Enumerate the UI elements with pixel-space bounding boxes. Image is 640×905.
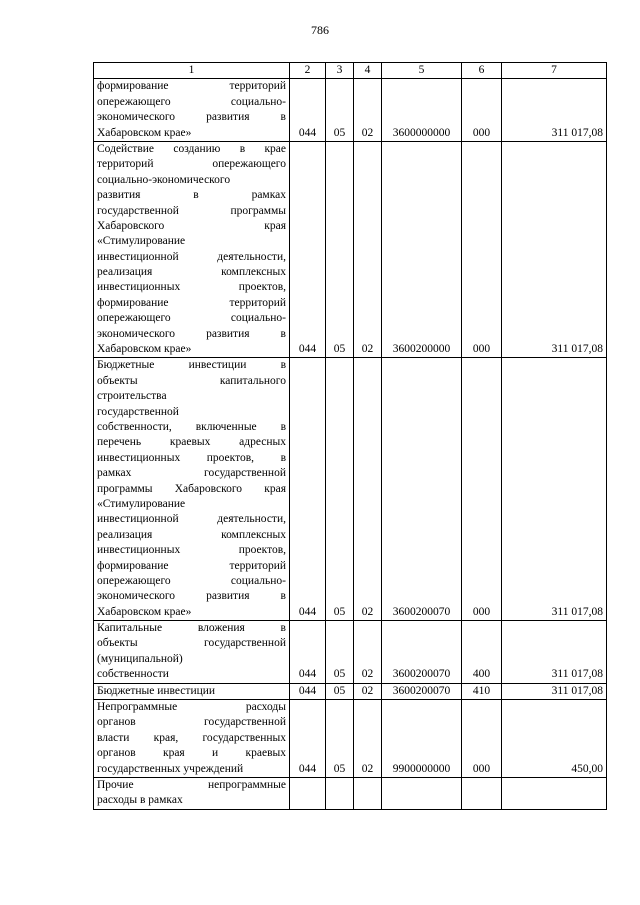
description-line [97,621,286,636]
word: рамках [97,467,132,480]
cell-c3: 05 [326,79,354,142]
description-line [97,528,286,543]
word: в [280,451,286,464]
description-line [97,157,286,172]
table-row [94,621,607,684]
word: формирование [97,80,169,93]
cell-c5: 3600000000 [382,79,462,142]
cell-c2: 044 [290,79,326,142]
word: государственной [204,467,286,480]
table-row [94,700,607,778]
cell-c5: 3600200000 [382,141,462,357]
word: территорий [229,559,286,572]
description-line [97,188,286,203]
description-line: строительства [97,390,167,403]
description-line [97,543,286,558]
cell-c2 [290,778,326,810]
description-line [97,95,286,110]
cell-c7: 311 017,08 [502,683,607,699]
word: реализация [97,266,153,279]
word: инвестиционных [97,451,181,464]
cell-c3: 05 [326,683,354,699]
description-line [97,700,286,715]
word: в [280,111,286,124]
word: органов [97,716,136,729]
word: края [264,219,286,232]
cell-c2: 044 [290,621,326,684]
header-cell: 1 [94,63,290,79]
word: реализация [97,528,153,541]
table-row [94,683,607,699]
description-line: Хабаровском крае» [97,126,192,139]
word: государственной [204,637,286,650]
description-line [97,559,286,574]
description-line [97,296,286,311]
description-line [97,110,286,125]
cell-c5: 9900000000 [382,700,462,778]
word: государственной [97,204,179,217]
word: социально- [230,95,286,108]
word: государственной [204,716,286,729]
word: власти [97,731,130,744]
word: в [280,421,286,433]
word: территорий [229,296,286,309]
description-line: «Стимулирование [97,497,186,510]
description-cell [94,778,290,810]
word: Капитальные [97,622,163,635]
description-cell [94,621,290,684]
cell-c5: 3600200070 [382,358,462,621]
word: Прочие [97,779,134,791]
cell-c3: 05 [326,141,354,357]
word: Бюджетные [97,359,155,372]
description-line: «Стимулирование [97,235,186,248]
cell-c4 [354,778,382,810]
word: инвестиционных [97,281,181,294]
description-line [97,715,286,730]
word: программы [230,204,286,217]
word: созданию [173,142,221,155]
description-line: государственных учреждений [97,762,244,775]
table-header-row [94,63,607,79]
word: Хабаровского [174,482,243,495]
header-cell: 6 [462,63,502,79]
description-line: Хабаровском крае» [97,343,192,356]
word: опережающего [97,574,171,587]
cell-c5 [382,778,462,810]
word: непрограммные [207,779,286,791]
word: программы [97,482,153,495]
word: экономического [97,111,176,124]
word: проектов, [238,544,286,557]
cell-c7: 311 017,08 [502,358,607,621]
description-line [97,636,286,651]
word: включенные [195,421,257,433]
cell-c4: 02 [354,79,382,142]
word: развития [206,327,250,340]
cell-c3 [326,778,354,810]
cell-c7 [502,778,607,810]
cell-c4: 02 [354,358,382,621]
description-line [97,731,286,746]
word: в [193,189,199,202]
description-line: собственности [97,668,169,681]
table-row [94,141,607,357]
description-line [97,327,286,342]
description-cell [94,683,290,699]
cell-c6: 410 [462,683,502,699]
word: расходы [245,701,286,714]
cell-c5: 3600200070 [382,621,462,684]
table-row [94,358,607,621]
word: края, [153,731,179,744]
word: перечень [97,436,142,449]
page-number: 786 [311,23,329,37]
cell-c6: 000 [462,700,502,778]
word: органов [97,747,136,760]
word: капитального [219,374,286,387]
word: деятельности, [217,250,286,263]
word: в [280,359,286,372]
table-row [94,778,607,810]
cell-c7: 450,00 [502,700,607,778]
word: края [264,482,286,495]
word: объекты [97,637,138,650]
word: комплексных [221,528,286,541]
description-line [97,358,286,373]
word: краевых [245,747,286,760]
cell-c3: 05 [326,621,354,684]
word: территорий [97,158,154,171]
word: опережающего [97,312,171,325]
header-cell: 3 [326,63,354,79]
description-line [97,204,286,219]
description-line: государственной [97,405,179,418]
word: крае [264,142,286,155]
description-line [97,250,286,265]
word: территорий [229,80,286,93]
word: инвестиционных [97,544,181,557]
word: инвестиции [188,359,247,372]
word: объекты [97,374,138,387]
word: адресных [239,436,286,449]
word: деятельности, [217,513,286,526]
cell-c7: 311 017,08 [502,79,607,142]
cell-c2: 044 [290,141,326,357]
word: экономического [97,327,176,340]
word: инвестиционной [97,250,179,263]
cell-c6: 000 [462,79,502,142]
cell-c7: 311 017,08 [502,621,607,684]
word: рамках [251,189,286,202]
description-line: Бюджетные инвестиции [97,684,216,697]
table-row [94,79,607,142]
description-line [97,142,286,157]
description-line [97,746,286,761]
cell-c7: 311 017,08 [502,141,607,357]
header-cell: 2 [290,63,326,79]
description-line [97,420,286,435]
word: формирование [97,559,169,572]
description-line [97,311,286,326]
word: в [239,142,246,155]
word: развития [97,189,141,202]
budget-table [93,62,607,810]
word: опережающего [97,95,171,108]
header-cell: 5 [382,63,462,79]
cell-c2: 044 [290,700,326,778]
cell-c6 [462,778,502,810]
word: вложения [197,622,245,635]
description-cell [94,358,290,621]
description-line [97,466,286,481]
cell-c2: 044 [290,358,326,621]
cell-c6: 000 [462,141,502,357]
word: социально- [230,312,286,325]
description-line: расходы в рамках [97,794,183,807]
word: проектов, [238,281,286,294]
word: государственных [202,731,286,744]
word: и [212,747,219,760]
word: в [280,622,286,635]
description-cell [94,141,290,357]
word: проектов, [206,451,255,464]
word: развития [206,590,250,603]
word: опережающего [212,158,286,171]
word: Хабаровского [97,219,165,232]
description-line [97,435,286,450]
description-line [97,482,286,497]
description-line: Хабаровском крае» [97,605,192,618]
description-cell [94,700,290,778]
description-line: социально-экономического [97,173,231,186]
description-line [97,374,286,389]
word: экономического [97,590,176,603]
description-line [97,574,286,589]
word: в [280,327,286,340]
word: краевых [169,436,211,449]
word: социально- [230,574,286,587]
description-line [97,589,286,604]
word: в [280,590,286,603]
cell-c4: 02 [354,141,382,357]
description-line [97,778,286,793]
cell-c6: 400 [462,621,502,684]
cell-c4: 02 [354,683,382,699]
cell-c3: 05 [326,358,354,621]
description-line [97,265,286,280]
description-line [97,512,286,527]
description-line [97,451,286,466]
description-line: (муниципальной) [97,652,183,665]
cell-c4: 02 [354,621,382,684]
header-cell: 4 [354,63,382,79]
word: комплексных [221,266,286,279]
header-cell: 7 [502,63,607,79]
cell-c3: 05 [326,700,354,778]
cell-c6: 000 [462,358,502,621]
cell-c4: 02 [354,700,382,778]
description-cell [94,79,290,142]
word: Содействие [97,142,155,155]
cell-c5: 3600200070 [382,683,462,699]
word: собственности, [97,421,172,433]
word: формирование [97,296,169,309]
description-line [97,280,286,295]
word: инвестиционной [97,513,179,526]
cell-c2: 044 [290,683,326,699]
word: развития [206,111,250,124]
description-line [97,219,286,234]
description-line [97,79,286,94]
word: Непрограммные [97,701,178,714]
word: края [162,747,185,760]
